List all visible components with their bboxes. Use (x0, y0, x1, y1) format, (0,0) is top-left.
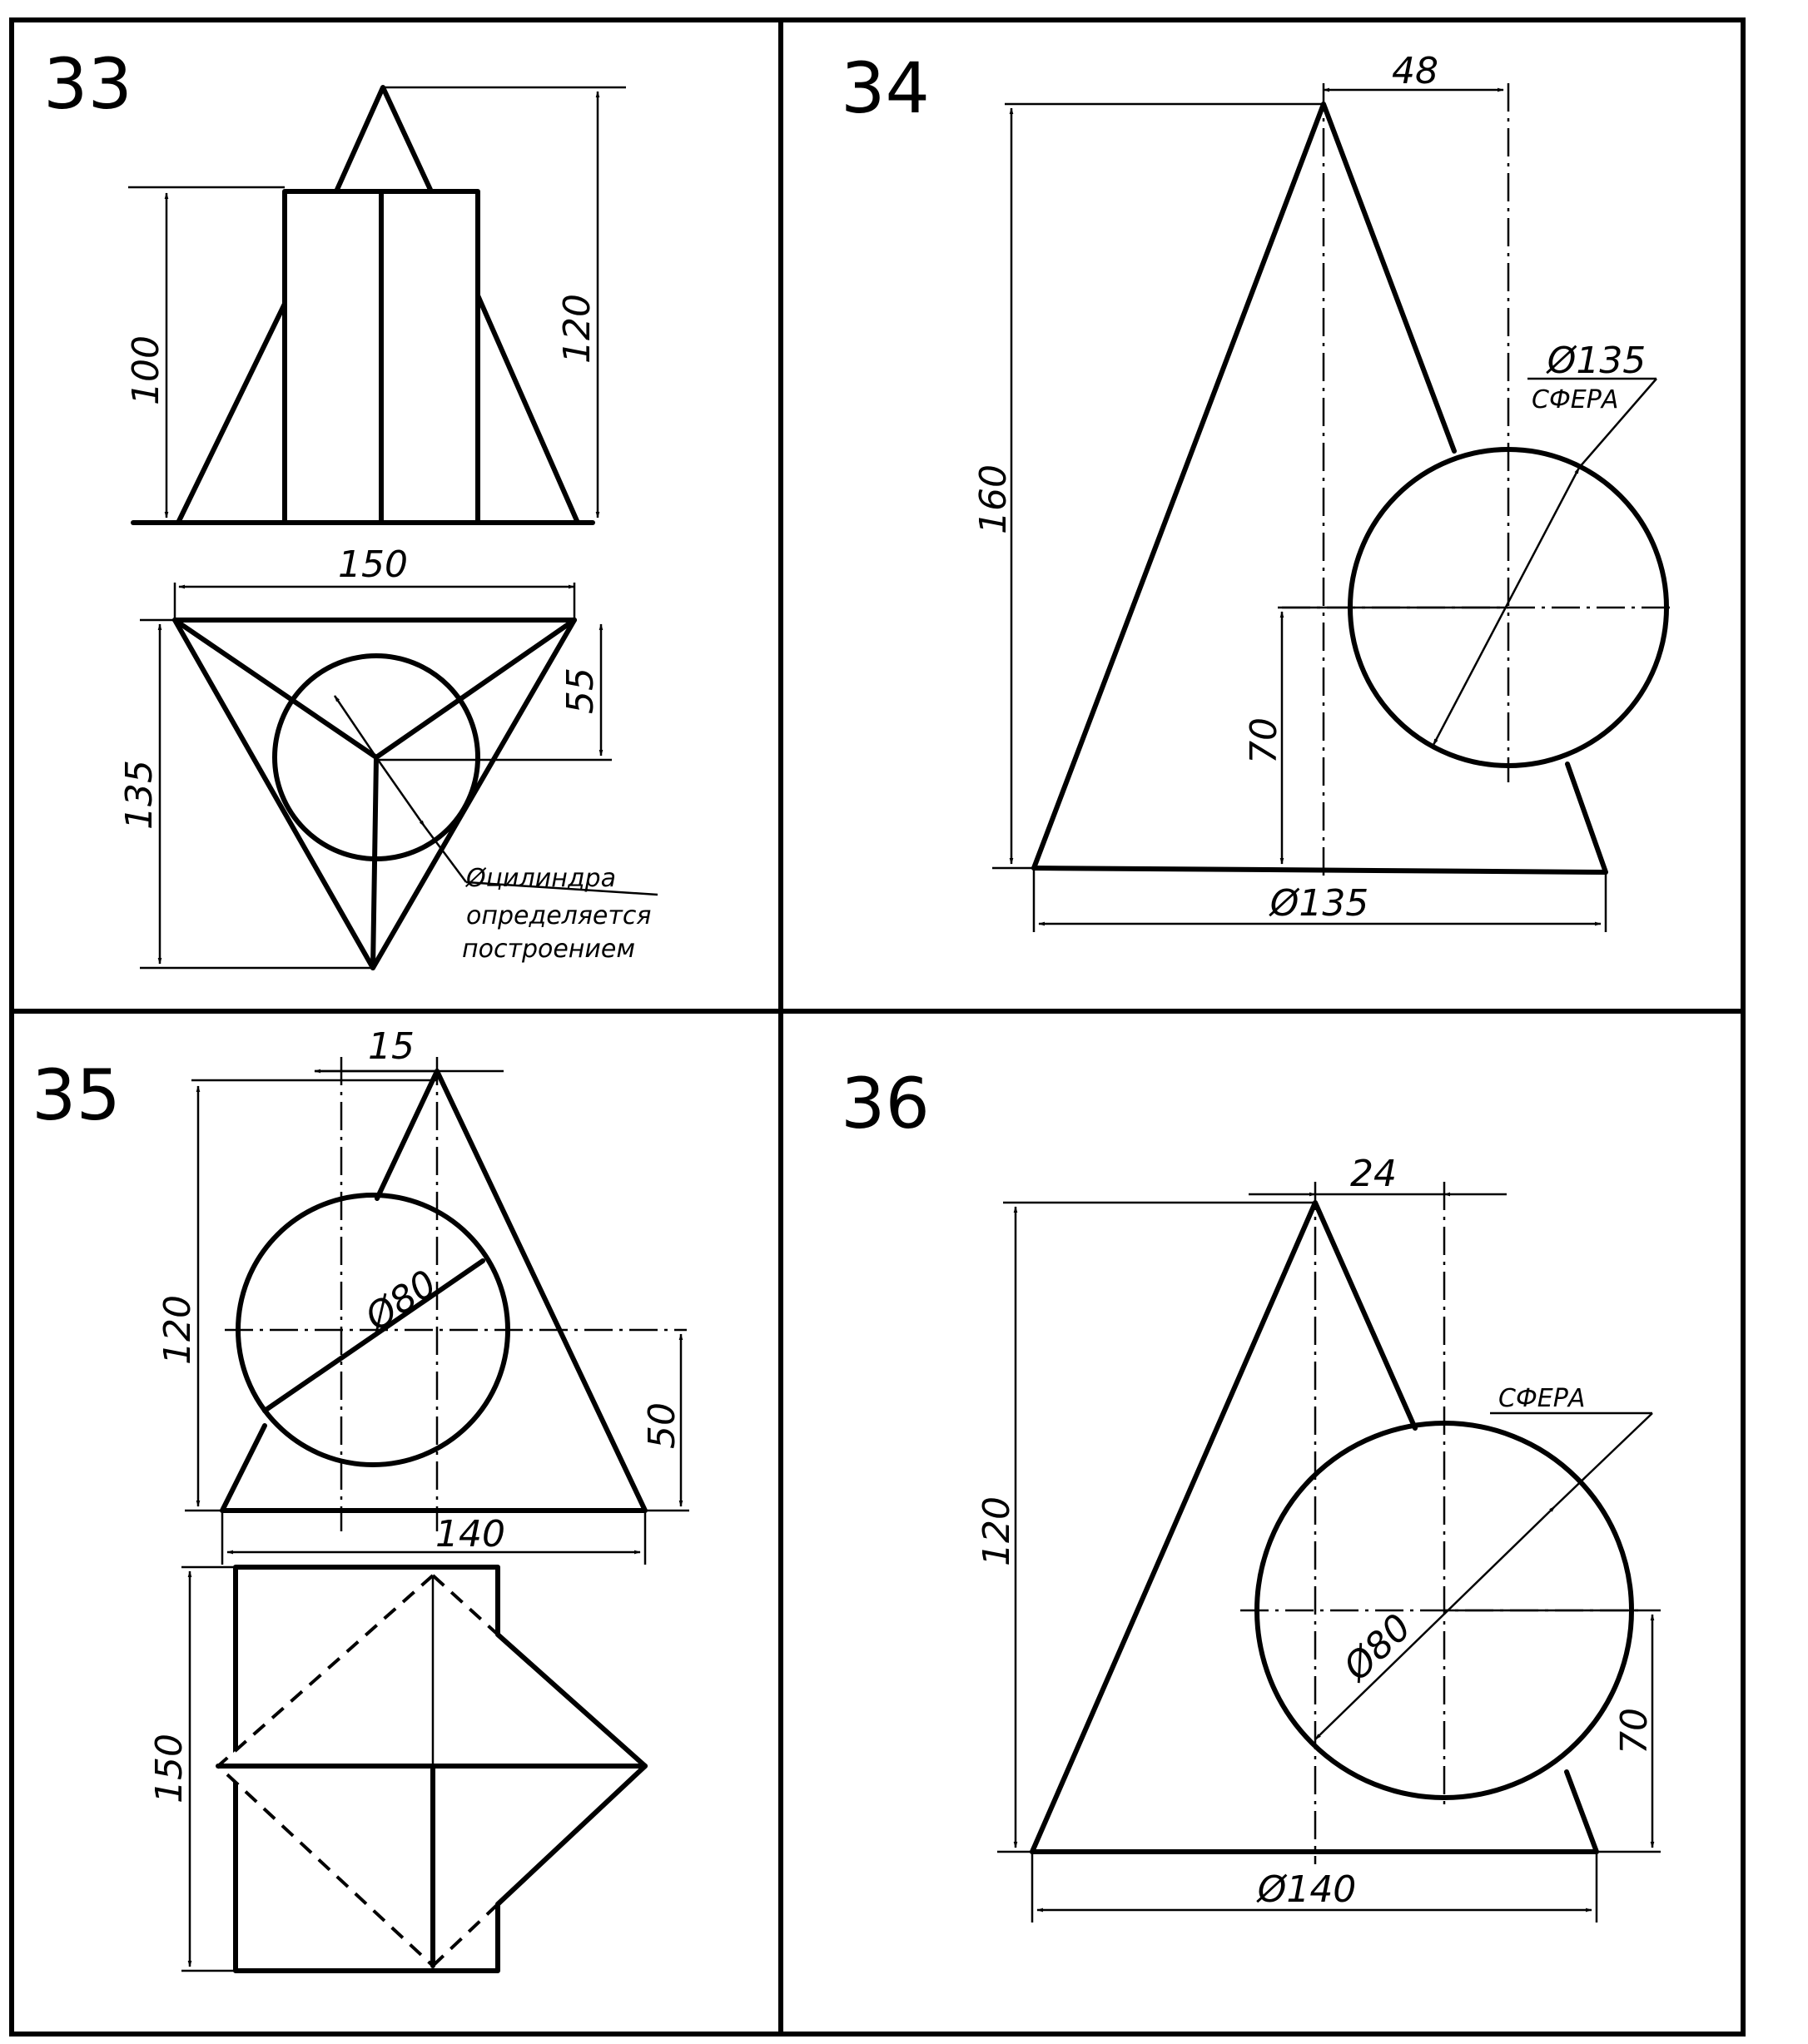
cylinder-note-line1: Øцилиндра (466, 864, 616, 893)
dim-70-label: 70 (1613, 1708, 1656, 1754)
dim-100-label: 100 (125, 335, 167, 405)
problem-34 (841, 47, 1673, 932)
dim-120-label: 120 (976, 1496, 1018, 1566)
problem-number-34: 34 (841, 47, 930, 129)
dim-24-label: 24 (1350, 1153, 1397, 1195)
top-view-35 (181, 1567, 645, 1971)
dim-150-label: 150 (148, 1734, 191, 1803)
dim-diameter-140-label: Ø140 (1257, 1868, 1357, 1911)
dim-135-label: 135 (118, 760, 161, 830)
cone-sphere-36 (997, 1182, 1661, 1922)
cylinder-note-line3: построением (462, 935, 635, 964)
sphere-diameter-80-label: Ø80 (358, 1262, 445, 1340)
dim-70-label: 70 (1243, 717, 1285, 764)
problem-35 (32, 1025, 689, 1971)
dim-150-label: 150 (338, 543, 408, 586)
dim-55-label: 55 (559, 667, 602, 714)
front-view-35 (185, 1057, 689, 1565)
dim-15-label: 15 (368, 1025, 415, 1068)
problem-number-33: 33 (43, 43, 132, 125)
problem-number-36: 36 (841, 1063, 930, 1144)
sphere-label: СФЕРА (1498, 1384, 1586, 1413)
sphere-diameter-label: Ø135 (1547, 340, 1647, 382)
dim-120-label: 120 (156, 1295, 199, 1365)
dim-160-label: 160 (972, 464, 1015, 534)
dim-140-label: 140 (435, 1513, 505, 1555)
sphere-diameter-80-label: Ø80 (1335, 1605, 1420, 1689)
dim-48-label: 48 (1392, 50, 1438, 92)
front-view-33 (128, 87, 626, 523)
dimension-labels-34 (972, 50, 1646, 925)
cylinder-note-line2: определяется (466, 901, 652, 930)
problem-36 (841, 1063, 1661, 1922)
sphere-label: СФЕРА (1532, 385, 1619, 414)
dim-diameter-135-label: Ø135 (1269, 882, 1369, 925)
cone-sphere-34 (992, 83, 1673, 932)
dim-50-label: 50 (641, 1402, 683, 1449)
problem-33 (43, 43, 658, 968)
dim-120-label: 120 (556, 294, 599, 364)
problem-number-35: 35 (32, 1054, 121, 1136)
